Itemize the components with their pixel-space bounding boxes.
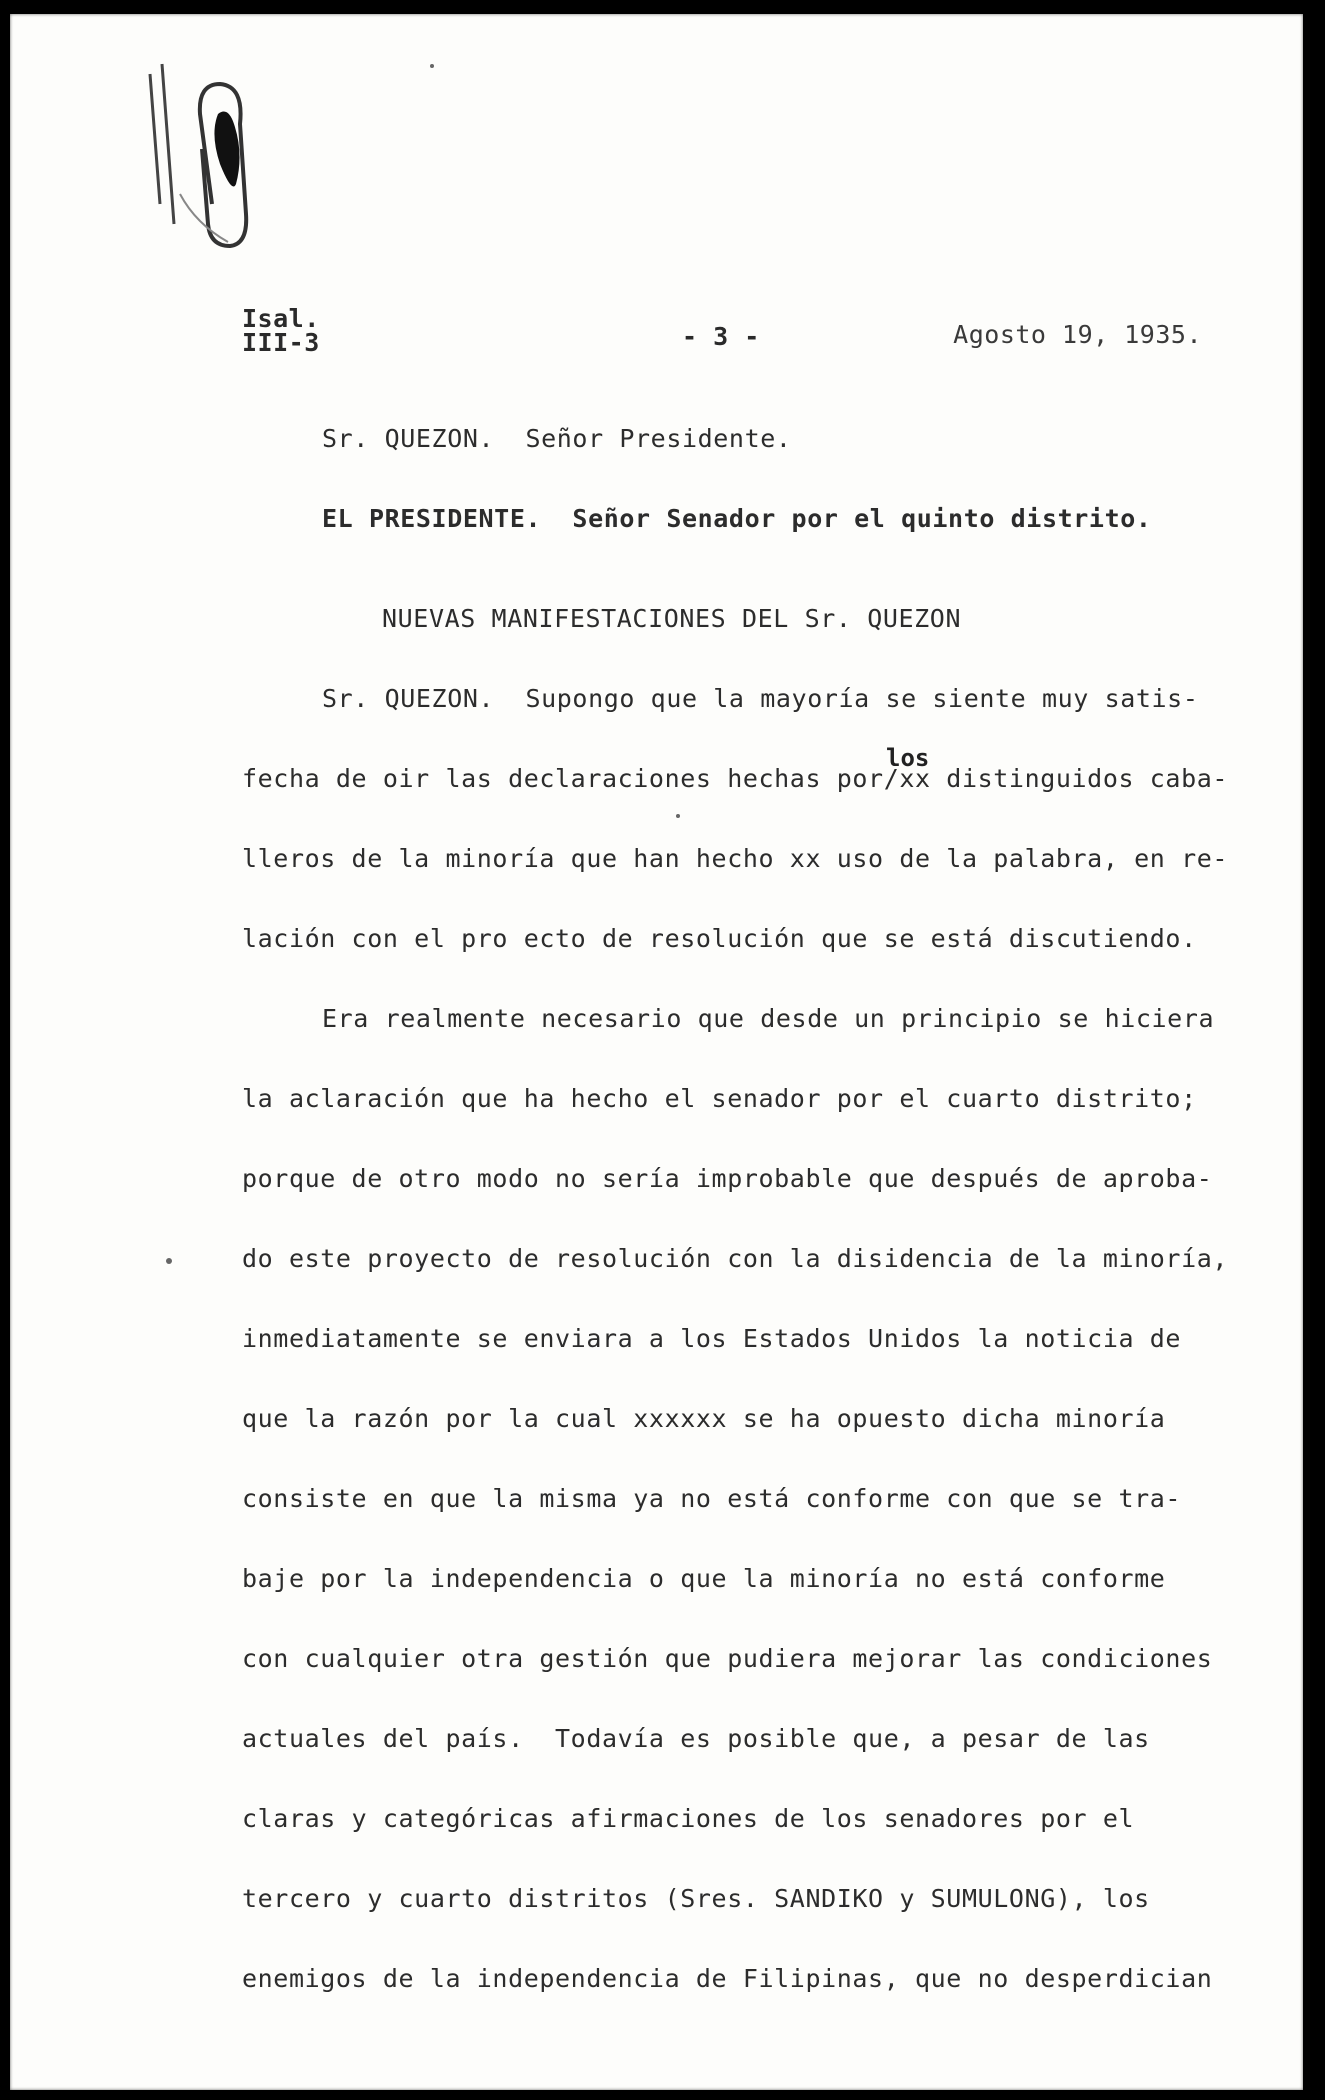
page-number: - 3 -: [682, 322, 760, 351]
text-line: claras y categóricas afirmaciones de los senadores por el: [242, 1804, 1135, 1833]
paper-speck: [676, 814, 680, 818]
section-heading: NUEVAS MANIFESTACIONES DEL Sr. QUEZON: [382, 604, 962, 633]
text-line: Sr. QUEZON. Supongo que la mayoría se siente muy satis-: [322, 684, 1199, 713]
document-page: [10, 14, 1303, 2090]
text-line: la aclaración que ha hecho el senador por el cuarto distrito;: [242, 1084, 1197, 1113]
paper-speck: [430, 64, 434, 68]
text-line: EL PRESIDENTE. Señor Senador por el quinto distrito.: [322, 504, 1152, 533]
text-line: inmediatamente se enviara a los Estados Unidos la noticia de: [242, 1324, 1182, 1353]
text-line: enemigos de la independencia de Filipinas, que no desperdician: [242, 1964, 1213, 1993]
reference-code: Isal.: [242, 304, 320, 333]
text-line: actuales del país. Todavía es posible que, a pesar de las: [242, 1724, 1150, 1753]
text-line: lleros de la minoría que han hecho xx uso de la palabra, en re-: [242, 844, 1229, 873]
document-header: [242, 304, 1202, 364]
text-line: lación con el pro ecto de resolución que se está discutiendo.: [242, 924, 1197, 953]
text-line: do este proyecto de resolución con la disidencia de la minoría,: [242, 1244, 1229, 1273]
text-line: con cualquier otra gestión que pudiera mejorar las condiciones: [242, 1644, 1213, 1673]
text-line: Sr. QUEZON. Señor Presidente.: [322, 424, 792, 453]
text-line: tercero y cuarto distritos (Sres. SANDIKO y SUMULONG), los: [242, 1884, 1150, 1913]
paper-clip-icon: [140, 54, 280, 264]
reference-number: III-3: [242, 328, 320, 357]
text-line: fecha de oir las declaraciones hechas por/xx distinguidos caba-: [242, 764, 1229, 793]
text-line: que la razón por la cual xxxxxx se ha opuesto dicha minoría: [242, 1404, 1166, 1433]
document-date: Agosto 19, 1935.: [953, 320, 1202, 349]
text-line: Era realmente necesario que desde un principio se hiciera: [322, 1004, 1215, 1033]
handwritten-insertion: los: [886, 744, 930, 772]
scan-edge: [1315, 0, 1325, 2100]
text-line: baje por la independencia o que la minoría no está conforme: [242, 1564, 1166, 1593]
text-line: porque de otro modo no sería improbable que después de aproba-: [242, 1164, 1213, 1193]
text-line: consiste en que la misma ya no está conforme con que se tra-: [242, 1484, 1182, 1513]
paper-speck: [166, 1258, 172, 1264]
